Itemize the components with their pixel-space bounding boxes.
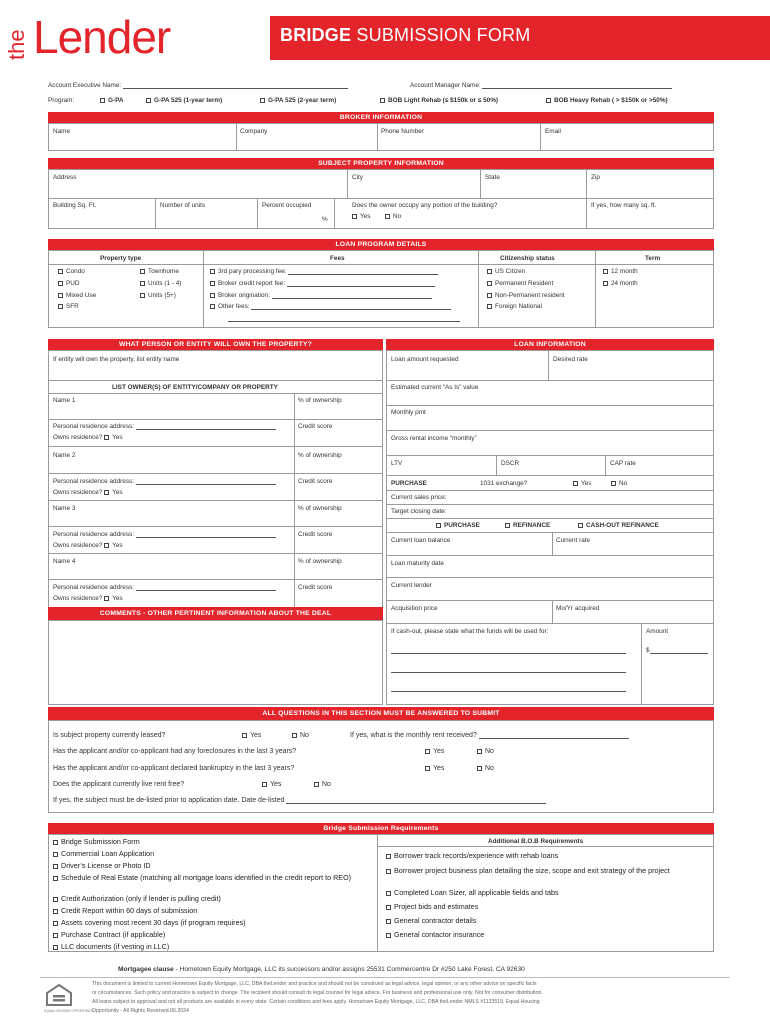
loan-sales[interactable]: Current sales price: [391, 494, 447, 501]
q-rentfree: Does the applicant currently live rent free? [53, 781, 185, 788]
req-left-1[interactable]: Commercial Loan Application [53, 849, 154, 858]
entity-name-field[interactable]: If entity will own the property, list entity name [53, 356, 180, 363]
owners-title: LIST OWNER(S) OF ENTITY/COMPANY OR PROPERTY [112, 384, 278, 391]
term-24[interactable]: 24 month [603, 280, 638, 287]
form-title-rest: SUBMISSION FORM [351, 25, 531, 45]
subject-title: SUBJECT PROPERTY INFORMATION [48, 158, 714, 169]
req-right-4[interactable]: General contractor details [386, 916, 476, 925]
subject-address[interactable]: Address [53, 174, 77, 181]
program-label: Program: [48, 97, 75, 104]
exch-yes[interactable]: Yes [573, 480, 591, 487]
eho-text: EQUAL HOUSING OPPORTUNITY [44, 1009, 95, 1013]
req-left-7[interactable]: Purchase Contract (if applicable) [53, 930, 165, 939]
owner-res-4[interactable]: Personal residence address: [53, 584, 276, 591]
subject-if-yes-sqft[interactable]: If yes, how many sq. ft. [591, 202, 657, 209]
disclaimer-2: or circumstances. Such policy and practice is subject to change. The recipient should consult its legal counsel for legal advice. For business and professional use only. Not for consumer distribution. [92, 990, 543, 996]
req-left-6[interactable]: Assets covering most recent 30 days (if program requires) [53, 918, 246, 927]
ptype-header: Property type [100, 255, 142, 262]
program-bob-light[interactable]: BOB Light Rehab (≤ $150k or ≤ 50%) [380, 97, 498, 104]
owner-owns-3[interactable]: Owns residence? Yes [53, 542, 123, 549]
fees-header: Fees [330, 255, 345, 262]
owner-res-1[interactable]: Personal residence address: [53, 423, 276, 430]
subject-state[interactable]: State [485, 174, 500, 181]
owner-owns-2[interactable]: Owns residence? Yes [53, 489, 123, 496]
owner-credit-3[interactable]: Credit score [298, 531, 333, 538]
loan-amount[interactable]: Loan amount requested [391, 356, 459, 363]
cit-nonperm[interactable]: Non-Permanent resident [487, 292, 565, 299]
owner-name-4[interactable]: Name 4 [53, 558, 76, 565]
subject-occupied[interactable]: Percent occupied [262, 202, 312, 209]
req-right-0[interactable]: Borrower track records/experience with rehab loans [386, 851, 558, 860]
loan-balance[interactable]: Current loan balance [391, 537, 451, 544]
req-left-5[interactable]: Credit Report within 60 days of submission [53, 906, 197, 915]
type-purchase[interactable]: PURCHASE [436, 522, 480, 529]
q-bankruptcy: Has the applicant and/or co-applicant declared bankruptcy in the last 3 years? [53, 765, 295, 772]
loan-dscr[interactable]: DSCR [501, 460, 520, 467]
loanprog-box [48, 250, 714, 328]
logo-the: the [4, 29, 29, 60]
ae-label: Account Executive Name: [48, 82, 348, 89]
owner-name-3[interactable]: Name 3 [53, 505, 76, 512]
q-foreclosure: Has the applicant and/or co-applicant had any foreclosures in the last 3 years? [53, 748, 297, 755]
q-foreclosure-yes[interactable]: Yes [425, 748, 444, 755]
subject-pct: % [322, 216, 328, 223]
loan-desired-rate[interactable]: Desired rate [553, 356, 588, 363]
owner-owns-1[interactable]: Owns residence? Yes [53, 434, 123, 441]
req-left-0[interactable]: Bridge Submission Form [53, 837, 140, 846]
owner-pct-2[interactable]: % of ownership [298, 452, 342, 459]
owner-name-1[interactable]: Name 1 [53, 397, 76, 404]
owner-credit-2[interactable]: Credit score [298, 478, 333, 485]
program-gpa525-2yr[interactable]: G-PA 525 (2-year term) [260, 97, 336, 104]
entity-title: WHAT PERSON OR ENTITY WILL OWN THE PROPERTY? [48, 339, 383, 350]
owner-pct-1[interactable]: % of ownership [298, 397, 342, 404]
broker-name[interactable]: Name [53, 128, 71, 135]
loan-1031: 1031 exchange? [480, 480, 528, 487]
owner-name-2[interactable]: Name 2 [53, 452, 76, 459]
owner-pct-3[interactable]: % of ownership [298, 505, 342, 512]
subject-sqft[interactable]: Building Sq. Ft. [53, 202, 97, 209]
program-gpa525-1yr[interactable]: G-PA 525 (1-year term) [146, 97, 222, 104]
ptype-mixed[interactable]: Mixed Use [58, 292, 96, 299]
owner-res-2[interactable]: Personal residence address: [53, 478, 276, 485]
exch-no[interactable]: No [611, 480, 627, 487]
loan-title: LOAN INFORMATION [386, 339, 714, 350]
ptype-sfr[interactable]: SFR [58, 303, 79, 310]
disclaimer-1: This document is limited to current Hometown Equity Mortgage, LLC, DBA theLender and practice and should not be construed as legal advice, legal opinion, or any other advice on specific facts [92, 981, 537, 987]
q-foreclosure-no[interactable]: No [477, 748, 494, 755]
owner-occ-yes[interactable]: Yes [352, 213, 370, 220]
ptype-condo[interactable]: Condo [58, 268, 85, 275]
broker-phone[interactable]: Phone Number [381, 128, 424, 135]
owner-owns-4[interactable]: Owns residence? Yes [53, 595, 123, 602]
comments-box[interactable] [48, 620, 383, 705]
req-left-2[interactable]: Driver’s License or Photo ID [53, 861, 151, 870]
loan-pmt[interactable]: Monthly pmt [391, 409, 426, 416]
ptype-units-1-4[interactable]: Units (1 - 4) [140, 280, 181, 287]
broker-email[interactable]: Email [545, 128, 561, 135]
fee-other[interactable]: Other fees: [210, 303, 451, 310]
broker-company[interactable]: Company [240, 128, 268, 135]
q-rent[interactable]: If yes, what is the monthly rent received? [350, 732, 629, 739]
req-right-5[interactable]: General contactor insurance [386, 930, 484, 939]
fee-origination[interactable]: Broker origination: [210, 292, 432, 299]
req-right-3[interactable]: Project bids and estimates [386, 902, 478, 911]
loan-dollar[interactable]: $ [646, 647, 708, 654]
fee-credit[interactable]: Broker credit report fee: [210, 280, 435, 287]
subject-city[interactable]: City [352, 174, 364, 181]
loan-asis[interactable]: Estimated current “As Is” value [391, 384, 479, 391]
req-left-3[interactable]: Schedule of Real Estate (matching all mortgage loans identified in the credit report to REO) [53, 873, 353, 882]
loan-amount-label: Amount [646, 628, 669, 635]
ptype-townhome[interactable]: Townhome [140, 268, 179, 275]
q-leased-no[interactable]: No [292, 732, 309, 739]
loan-gross[interactable]: Gross rental income “monthly” [391, 435, 477, 442]
req-right-2[interactable]: Completed Loan Sizer, all applicable fields and tabs [386, 888, 559, 897]
comments-title: COMMENTS - OTHER PERTINENT INFORMATION ABOUT THE DEAL [48, 607, 383, 620]
req-right-1[interactable]: Borrower project business plan detailing the size, scope and exit strategy of the project [386, 866, 706, 875]
ptype-pud[interactable]: PUD [58, 280, 80, 287]
owner-credit-4[interactable]: Credit score [298, 584, 333, 591]
term-12[interactable]: 12 month [603, 268, 638, 275]
loan-maturity[interactable]: Loan maturity date [391, 560, 444, 567]
owner-credit-1[interactable]: Credit score [298, 423, 333, 430]
subject-units[interactable]: Number of units [160, 202, 206, 209]
loan-moyr[interactable]: Mo/Yr acquired [556, 605, 600, 612]
q-bankruptcy-yes[interactable]: Yes [425, 765, 444, 772]
logo-lender: Lender [33, 11, 171, 63]
loan-acq[interactable]: Acquisition price [391, 605, 438, 612]
fee-processing[interactable]: 3rd pary processing fee: [210, 268, 438, 275]
loan-cap[interactable]: CAP rate [610, 460, 636, 467]
program-bob-heavy[interactable]: BOB Heavy Rehab ( > $150k or >50%) [546, 97, 668, 104]
subject-zip[interactable]: Zip [591, 174, 600, 181]
owner-pct-4[interactable]: % of ownership [298, 558, 342, 565]
loan-ltv[interactable]: LTV [391, 460, 403, 467]
owner-occ-no[interactable]: No [385, 213, 401, 220]
form-title-bold: BRIDGE [280, 25, 352, 45]
citizen-header: Citizenship status [500, 255, 555, 262]
questions-title: ALL QUESTIONS IN THIS SECTION MUST BE ANSWERED TO SUBMIT [48, 707, 714, 720]
cit-us[interactable]: US Citizen [487, 268, 525, 275]
equal-housing-icon [44, 983, 95, 1013]
ptype-units-5[interactable]: Units (5+) [140, 292, 176, 299]
am-label: Account Manager Name: [410, 82, 672, 89]
broker-title: BROKER INFORMATION [48, 112, 714, 123]
loan-current-rate[interactable]: Current rate [556, 537, 591, 544]
type-cashout[interactable]: CASH-OUT REFINANCE [578, 522, 659, 529]
mortgagee-clause: Mortgagee clause - Hometown Equity Mortgage, LLC its successors and/or assigns 25531 Commercentre Dr #250 Lake Forest, CA 92630 [118, 966, 525, 973]
q-leased-yes[interactable]: Yes [242, 732, 261, 739]
subject-box [48, 169, 714, 229]
owner-res-3[interactable]: Personal residence address: [53, 531, 276, 538]
req-title: Bridge Submission Requirements [48, 823, 714, 834]
req-left-4[interactable]: Credit Authorization (only if lender is pulling credit) [53, 894, 221, 903]
q-bankruptcy-no[interactable]: No [477, 765, 494, 772]
disclaimer-4: Opportunity - All Rights Reserved.06.2024 [92, 1008, 189, 1014]
program-gpa[interactable]: G-PA [100, 97, 124, 104]
q-rentfree-no[interactable]: No [314, 781, 331, 788]
term-header: Term [645, 255, 661, 262]
loan-cashout: If cash-out, please state what the funds will be used for: [391, 628, 549, 635]
loanprog-title: LOAN PROGRAM DETAILS [48, 239, 714, 250]
q-delisted[interactable]: If yes, the subject must be de-listed prior to application date. Date de-listed [53, 797, 546, 804]
cit-perm[interactable]: Permanent Resident [487, 280, 553, 287]
disclaimer-3: All loans subject to approval and not all products are available in every state. Certain conditions and fees apply. Hometown Equity Mortgage, LLC, DBA theLender NMLS #1133519, Equal Housing [92, 999, 540, 1005]
subject-owner-occ: Does the owner occupy any portion of the building? [352, 202, 498, 209]
cit-foreign[interactable]: Foreign National [487, 303, 542, 310]
loan-purchase: PURCHASE [391, 480, 427, 487]
q-leased: Is subject property currently leased? [53, 732, 166, 739]
loan-lender[interactable]: Current lender [391, 582, 432, 589]
form-title-bar [270, 16, 770, 60]
q-rentfree-yes[interactable]: Yes [262, 781, 281, 788]
type-refinance[interactable]: REFINANCE [505, 522, 550, 529]
loan-closing[interactable]: Target closing date: [391, 508, 447, 515]
bob-title: Additional B.O.B Requirements [488, 838, 584, 845]
req-left-8[interactable]: LLC documents (if vesting in LLC) [53, 942, 169, 951]
